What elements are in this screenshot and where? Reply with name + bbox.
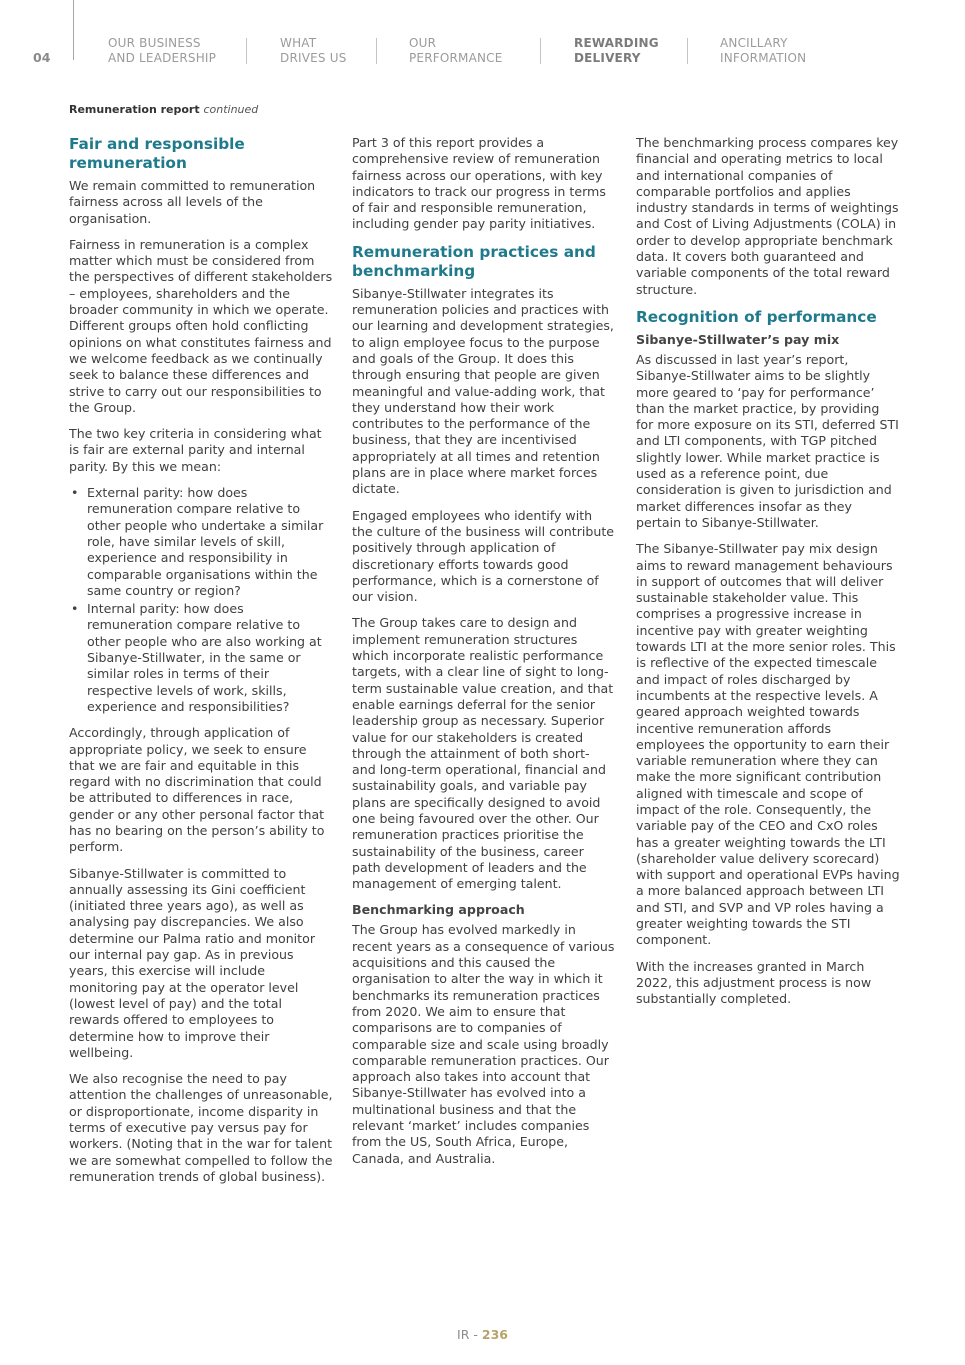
- nav-what-drives-us[interactable]: WHAT DRIVES US: [280, 36, 347, 65]
- paragraph: The Sibanye-Stillwater pay mix design aims to reward management behaviours in support of outcomes that will deliver sustainable stakeholder value. This comprises a progressive increase in incentive pay with greater weighting towards LTI at the more senior roles. This is reflective of the expected timescale and impact of roles discharged by incumbents at the respective levels. A geared approach weighted towards incentive remuneration affords employees the opportunity to earn their variable remuneration where they can make the more significant contribution aligned with timescale and scope of impact of the role. Consequently, the variable pay of the CEO and CxO roles has a greater weighting towards the LTI (shareholder value delivery scorecard) with support and operational EVPs having a more balanced approach between LTI and STI, and SVP and VP roles having a greater weighting towards the STI component.: [636, 541, 900, 948]
- paragraph: As discussed in last year’s report, Sibanye-Stillwater aims to be slightly more geared to ‘pay for performance’ than the market practice, by providing for more exposure on its STI, deferred STI and LTI components, with TGP pitched slightly lower. While market practice is used as a reference point, due consideration is given to jurisdiction and market differences insofar as they pertain to Sibanye-Stillwater.: [636, 351, 899, 530]
- nav-rewarding-delivery[interactable]: REWARDING DELIVERY: [574, 36, 659, 65]
- paragraph: The Group takes care to design and implement remuneration structures which incorporate realistic performance targets, with a clear line of sight to long-term sustainable value creation, and that enable earnings deferral for the senior leadership group as necessary. Superior value for our stakeholders is created through the attainment of both short- and long-term operational, financial and sustainability goals, and variable pay plans are specifically designed to avoid one being favoured over the other. Our remuneration practices prioritise the sustainability of the business, career path development of leaders and the management of emerging talent.: [352, 615, 614, 892]
- section-navigation: [0, 36, 965, 76]
- section-number: 04: [33, 50, 51, 65]
- paragraph: Accordingly, through application of appropriate policy, we seek to ensure that we are fair and equitable in this regard with no discrimination that could be attributed to differences in race, gender or any other personal factor that has no bearing on the person’s ability to perform.: [69, 725, 325, 855]
- list-item-internal-parity: • Internal parity: how does remuneration compare relative to other people who are also working at Sibanye-Stillwater, in the same or similar roles in terms of their respective levels of work, skills, experience and responsibilities?: [69, 601, 333, 715]
- page-footer: [0, 1327, 965, 1342]
- paragraph: Sibanye-Stillwater is committed to annually assessing its Gini coefficient (initiated three years ago), as well as analysing pay discrepancies. We also determine our Palma ratio and monitor our internal pay gap. As in previous years, this exercise will include monitoring pay at the operator level (lowest level of pay) and the total rewards offered to employees to determine how to improve their wellbeing.: [69, 865, 315, 1060]
- paragraph: The Group has evolved markedly in recent years as a consequence of various acquisitions and this caused the organisation to alter the way in which it benchmarks its remuneration practices from 2020. We aim to ensure that comparisons are to companies of comparable size and scale using broadly comparable remuneration practices. Our approach also takes into account that Sibanye-Stillwater has evolved into a multinational business and that the relevant ‘market’ includes companies from the US, South Africa, Europe, Canada, and Australia.: [352, 922, 615, 1166]
- running-header: Remuneration report continued: [69, 103, 259, 116]
- parity-list: [69, 485, 333, 715]
- nav-separator: [687, 38, 688, 64]
- paragraph: Fairness in remuneration is a complex matter which must be considered from the perspectives of different stakeholders – employees, shareholders and the broader community in which we operate. Different groups often hold conflicting opinions on what constitutes fairness and we welcome feedback as we continually seek to balance these differences and strive to carry out our responsibilities to the Group.: [69, 236, 333, 415]
- paragraph: Engaged employees who identify with the culture of the business will contribute positively through application of discretionary efforts towards good performance, which is a cornerstone of our vision.: [352, 507, 615, 605]
- paragraph: The two key criteria in considering what is fair are external parity and internal parity. By this we mean:: [69, 426, 322, 474]
- subheading-pay-mix: Sibanye-Stillwater’s pay mix: [636, 331, 840, 347]
- list-item-external-parity: • External parity: how does remuneration compare relative to other people who undertake a similar role, have similar levels of skill, experience and responsibility in comparable organisations within the same country or region?: [69, 485, 333, 599]
- page-number: 236: [481, 1327, 508, 1342]
- nav-our-performance[interactable]: OUR PERFORMANCE: [409, 36, 503, 65]
- heading-practices-benchmarking: Remuneration practices and benchmarking: [352, 242, 596, 280]
- heading-fair-remuneration: Fair and responsible remuneration: [69, 135, 245, 172]
- column-middle: [352, 135, 616, 1177]
- footer-prefix: IR -: [457, 1327, 482, 1342]
- nav-separator: [246, 38, 247, 64]
- heading-recognition-performance: Recognition of performance: [636, 307, 877, 326]
- paragraph: We remain committed to remuneration fairness across all levels of the organisation.: [69, 178, 316, 226]
- column-right: [636, 135, 900, 1018]
- nav-separator: [540, 38, 541, 64]
- nav-separator: [376, 38, 377, 64]
- paragraph: Sibanye-Stillwater integrates its remuneration policies and practices with our learning and development strategies, to align employee focus to the purpose and goals of the Group. It does this through ensuring that people are given meaningful and value-adding work, that they understand how their work contributes to the performance of the business, that they are incentivised appropriately at all times and retention plans are in place where market forces dictate.: [352, 285, 614, 497]
- column-left: [69, 135, 333, 1195]
- paragraph: We also recognise the need to pay attention the challenges of unreasonable, or disproportionate, income disparity in terms of executive pay versus pay for workers. (Noting that in the war for talent we are somewhat compelled to follow the remuneration trends of global business).: [69, 1071, 333, 1184]
- paragraph: The benchmarking process compares key financial and operating metrics to local and international companies of comparable portfolios and applies industry standards in terms of weightings and Cost of Living Adjustments (COLA) in order to develop appropriate benchmark data. It covers both guaranteed and variable components of the total reward structure.: [636, 135, 899, 297]
- paragraph: With the increases granted in March 2022, this adjustment process is now substantially completed.: [636, 958, 872, 1007]
- paragraph: Part 3 of this report provides a comprehensive review of remuneration fairness across our operations, with key indicators to track our progress in terms of fair and responsible remuneration, including gender pay parity initiatives.: [352, 135, 606, 232]
- nav-our-business[interactable]: OUR BUSINESS AND LEADERSHIP: [108, 36, 217, 65]
- subheading-benchmarking-approach: Benchmarking approach: [352, 902, 525, 918]
- nav-ancillary-information[interactable]: ANCILLARY INFORMATION: [720, 36, 807, 65]
